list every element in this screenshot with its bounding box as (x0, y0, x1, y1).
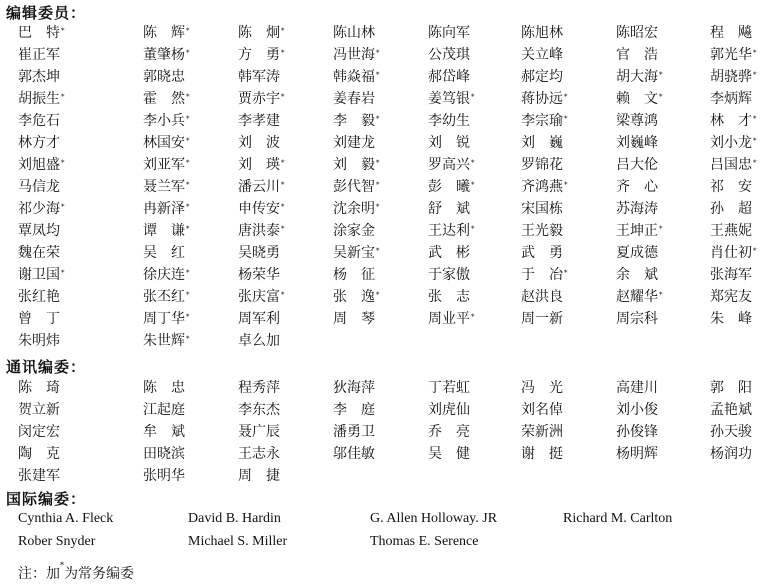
standing-member-star: * (61, 93, 65, 101)
standing-member-star: * (376, 115, 380, 123)
member-name: 郑宪友 (710, 289, 752, 305)
member-name: 苏海涛 (616, 201, 658, 217)
international-member-name: Cynthia A. Fleck (18, 511, 114, 526)
standing-member-star: * (753, 159, 757, 167)
member-name: 陶 克 (18, 446, 60, 462)
member-name: 吴新宝* (333, 245, 380, 261)
member-name: 卓么加 (238, 333, 280, 349)
member-name: 于 冶* (521, 267, 568, 283)
member-name: 官 浩 (616, 47, 658, 63)
member-name: 齐 心 (616, 179, 658, 195)
standing-member-star: * (659, 291, 663, 299)
member-name: 宋国栋 (521, 201, 563, 217)
standing-member-star: * (376, 291, 380, 299)
standing-member-star: * (376, 71, 380, 79)
standing-member-star: * (281, 291, 285, 299)
footnote-star: * (60, 561, 64, 570)
member-name: 张丕红* (143, 289, 190, 305)
member-name: 刘亚军* (143, 157, 190, 173)
member-name: 霍 然* (143, 91, 190, 107)
standing-member-star: * (281, 49, 285, 57)
member-name: 徐庆连* (143, 267, 190, 283)
member-name: 闵定宏 (18, 424, 60, 440)
member-name: 张建军 (18, 468, 60, 484)
standing-member-star: * (564, 93, 568, 101)
member-name: 郭光华* (710, 47, 757, 63)
member-name: 沈余明* (333, 201, 380, 217)
member-name: 李幼生 (428, 113, 470, 129)
international-member-name: Rober Snyder (18, 534, 96, 549)
member-name: 聂兰军* (143, 179, 190, 195)
member-name: 刘 瑛* (238, 157, 285, 173)
member-name: 陈 琦 (18, 380, 60, 396)
standing-member-star: * (61, 159, 65, 167)
member-name: 孙 超 (710, 201, 752, 217)
member-name: 王达利* (428, 223, 475, 239)
member-name: 齐鸿燕* (521, 179, 568, 195)
standing-member-star: * (564, 115, 568, 123)
member-name: 魏在荣 (18, 245, 60, 261)
member-name: 陈旭林 (521, 25, 563, 41)
standing-member-star: * (471, 181, 475, 189)
member-name: 潘云川* (238, 179, 285, 195)
member-name: 吴 红 (143, 245, 185, 261)
member-name: 赖 文* (616, 91, 663, 107)
member-name: 乔 亮 (428, 424, 470, 440)
member-name: 朱明炜 (18, 333, 60, 349)
member-name: 刘小龙* (710, 135, 757, 151)
member-name: 高建川 (616, 380, 658, 396)
standing-member-star: * (753, 115, 757, 123)
member-name: 李东杰 (238, 402, 280, 418)
standing-member-star: * (281, 27, 285, 35)
member-name: 崔正军 (18, 47, 60, 63)
member-name: 李小兵* (143, 113, 190, 129)
member-name: 余 斌 (616, 267, 658, 283)
member-name: 李 庭 (333, 402, 375, 418)
member-name: 方 勇* (238, 47, 285, 63)
member-name: 刘 巍 (521, 135, 563, 151)
member-name: 冉新泽* (143, 201, 190, 217)
member-name: 王坤正* (616, 223, 663, 239)
member-name: 李危石 (18, 113, 60, 129)
member-name: 王燕妮 (710, 223, 752, 239)
member-name: 丁若虹 (428, 380, 470, 396)
member-name: 公茂琪 (428, 47, 470, 63)
member-name: 涂家金 (333, 223, 375, 239)
member-name: 林国安* (143, 135, 190, 151)
member-name: 陈向军 (428, 25, 470, 41)
standing-member-star: * (186, 269, 190, 277)
member-name: 舒 斌 (428, 201, 470, 217)
member-name: 韩焱福* (333, 69, 380, 85)
member-name: 周宗科 (616, 311, 658, 327)
standing-member-star: * (471, 225, 475, 233)
member-name: 周一新 (521, 311, 563, 327)
member-name: 荣新洲 (521, 424, 563, 440)
standing-member-star: * (186, 181, 190, 189)
member-name: 胡大海* (616, 69, 663, 85)
member-name: 李 毅* (333, 113, 380, 129)
international-member-name: G. Allen Holloway. JR (370, 511, 498, 526)
member-name: 于家傲 (428, 267, 470, 283)
standing-member-star: * (281, 203, 285, 211)
member-name: 陈 辉* (143, 25, 190, 41)
member-name: 张 志 (428, 289, 470, 305)
member-name: 刘巍峰 (616, 135, 658, 151)
member-name: 孙天骏 (710, 424, 752, 440)
member-name: 王志永 (238, 446, 280, 462)
member-name: 陈 忠 (143, 380, 185, 396)
member-name: 夏成德 (616, 245, 658, 261)
member-name: 刘 毅* (333, 157, 380, 173)
member-name: 祁 安 (710, 179, 752, 195)
standing-member-star: * (471, 313, 475, 321)
member-name: 陈 炯* (238, 25, 285, 41)
member-name: 谢卫国* (18, 267, 65, 283)
standing-member-star: * (186, 203, 190, 211)
standing-member-star: * (376, 247, 380, 255)
member-name: 刘虎仙 (428, 402, 470, 418)
standing-member-star: * (186, 159, 190, 167)
member-name: 姜春岩 (333, 91, 375, 107)
standing-member-star: * (376, 49, 380, 57)
member-name: 姜笃银* (428, 91, 475, 107)
standing-member-star: * (186, 49, 190, 57)
member-name: 李孝建 (238, 113, 280, 129)
member-name: 张庆富* (238, 289, 285, 305)
international-committee-heading: 国际编委： (6, 490, 87, 508)
member-name: 杨荣华 (238, 267, 280, 283)
member-name: 程秀萍 (238, 380, 280, 396)
member-name: 马信龙 (18, 179, 60, 195)
standing-member-star: * (186, 93, 190, 101)
footnote-prefix: 注：加 (18, 566, 60, 582)
member-name: 肖仕初* (710, 245, 757, 261)
standing-member-star: * (61, 203, 65, 211)
member-name: 冯 光 (521, 380, 563, 396)
standing-member-star: * (61, 27, 65, 35)
standing-member-star: * (376, 203, 380, 211)
standing-member-star: * (753, 247, 757, 255)
member-name: 吕国忠* (710, 157, 757, 173)
member-name: 韩军涛 (238, 69, 280, 85)
member-name: 吕大伦 (616, 157, 658, 173)
member-name: 张 逸* (333, 289, 380, 305)
standing-member-star: * (564, 269, 568, 277)
member-name: 李炳辉 (710, 91, 752, 107)
standing-member-star: * (753, 137, 757, 145)
member-name: 杨 征 (333, 267, 375, 283)
member-name: 梁尊鸿 (616, 113, 658, 129)
editorial-committee-heading: 编辑委员： (6, 4, 87, 22)
standing-member-star: * (281, 181, 285, 189)
member-name: 刘旭盛* (18, 157, 65, 173)
member-name: 杨明辉 (616, 446, 658, 462)
member-name: 武 勇 (521, 245, 563, 261)
member-name: 吴晓勇 (238, 245, 280, 261)
member-name: 刘名倬 (521, 402, 563, 418)
member-name: 曾 丁 (18, 311, 60, 327)
standing-member-star: * (471, 159, 475, 167)
member-name: 唐洪泰* (238, 223, 285, 239)
member-name: 陈昭宏 (616, 25, 658, 41)
standing-member-star: * (186, 115, 190, 123)
member-name: 郭晓忠 (143, 69, 185, 85)
member-name: 胡骁骅* (710, 69, 757, 85)
member-name: 赵洪良 (521, 289, 563, 305)
member-name: 董肇杨* (143, 47, 190, 63)
member-name: 张海军 (710, 267, 752, 283)
footnote (18, 563, 134, 583)
member-name: 李宗瑜* (521, 113, 568, 129)
member-name: 刘建龙 (333, 135, 375, 151)
member-name: 胡振生* (18, 91, 65, 107)
member-name: 刘小俊 (616, 402, 658, 418)
standing-member-star: * (281, 225, 285, 233)
standing-member-star: * (186, 335, 190, 343)
standing-member-star: * (61, 269, 65, 277)
member-name: 江起庭 (143, 402, 185, 418)
standing-member-star: * (376, 181, 380, 189)
member-name: 周业平* (428, 311, 475, 327)
member-name: 贺立新 (18, 402, 60, 418)
standing-member-star: * (659, 71, 663, 79)
member-name: 狄海萍 (333, 380, 375, 396)
member-name: 彭 曦* (428, 179, 475, 195)
member-name: 关立峰 (521, 47, 563, 63)
member-name: 覃凤均 (18, 223, 60, 239)
international-member-name: David B. Hardin (188, 511, 281, 526)
member-name: 周 琴 (333, 311, 375, 327)
standing-member-star: * (659, 93, 663, 101)
international-member-name: Richard M. Carlton (563, 511, 673, 526)
international-member-name: Michael S. Miller (188, 534, 288, 549)
member-name: 朱世辉* (143, 333, 190, 349)
member-name: 林 才* (710, 113, 757, 129)
member-name: 牟 斌 (143, 424, 185, 440)
member-name: 田晓滨 (143, 446, 185, 462)
member-name: 蒋协远* (521, 91, 568, 107)
member-name: 冯世海* (333, 47, 380, 63)
standing-member-star: * (376, 159, 380, 167)
member-name: 张明华 (143, 468, 185, 484)
footnote-suffix: 为常务编委 (64, 566, 134, 582)
standing-member-star: * (186, 291, 190, 299)
member-name: 聂广辰 (238, 424, 280, 440)
member-name: 武 彬 (428, 245, 470, 261)
standing-member-star: * (753, 71, 757, 79)
standing-member-star: * (753, 49, 757, 57)
member-name: 潘勇卫 (333, 424, 375, 440)
member-name: 郭杰坤 (18, 69, 60, 85)
standing-member-star: * (659, 225, 663, 233)
member-name: 谢 挺 (521, 446, 563, 462)
member-name: 刘 锐 (428, 135, 470, 151)
standing-member-star: * (471, 93, 475, 101)
member-name: 周 捷 (238, 468, 280, 484)
standing-member-star: * (186, 313, 190, 321)
member-name: 巴 特* (18, 25, 65, 41)
member-name: 王光毅 (521, 223, 563, 239)
member-name: 杨润功 (710, 446, 752, 462)
member-name: 程 飚 (710, 25, 752, 41)
member-name: 吴 健 (428, 446, 470, 462)
member-name: 罗锦花 (521, 157, 563, 173)
correspondent-committee-heading: 通讯编委： (6, 358, 87, 376)
standing-member-star: * (564, 181, 568, 189)
member-name: 郝定均 (521, 69, 563, 85)
member-name: 谭 谦* (143, 223, 190, 239)
standing-member-star: * (281, 93, 285, 101)
standing-member-star: * (281, 159, 285, 167)
member-name: 朱 峰 (710, 311, 752, 327)
member-name: 邬佳敏 (333, 446, 375, 462)
member-name: 周军利 (238, 311, 280, 327)
member-name: 赵耀华* (616, 289, 663, 305)
member-name: 孙俊锋 (616, 424, 658, 440)
member-name: 祁少海* (18, 201, 65, 217)
standing-member-star: * (186, 225, 190, 233)
member-name: 郝岱峰 (428, 69, 470, 85)
member-name: 罗高兴* (428, 157, 475, 173)
standing-member-star: * (186, 137, 190, 145)
member-name: 张红艳 (18, 289, 60, 305)
member-name: 孟艳斌 (710, 402, 752, 418)
international-member-name: Thomas E. Serence (370, 534, 479, 549)
member-name: 彭代智* (333, 179, 380, 195)
member-name: 贾赤宇* (238, 91, 285, 107)
member-name: 郭 阳 (710, 380, 752, 396)
member-name: 申传安* (238, 201, 285, 217)
member-name: 林方才 (18, 135, 60, 151)
member-name: 周丁华* (143, 311, 190, 327)
standing-member-star: * (186, 27, 190, 35)
member-name: 陈山林 (333, 25, 375, 41)
member-name: 刘 波 (238, 135, 280, 151)
